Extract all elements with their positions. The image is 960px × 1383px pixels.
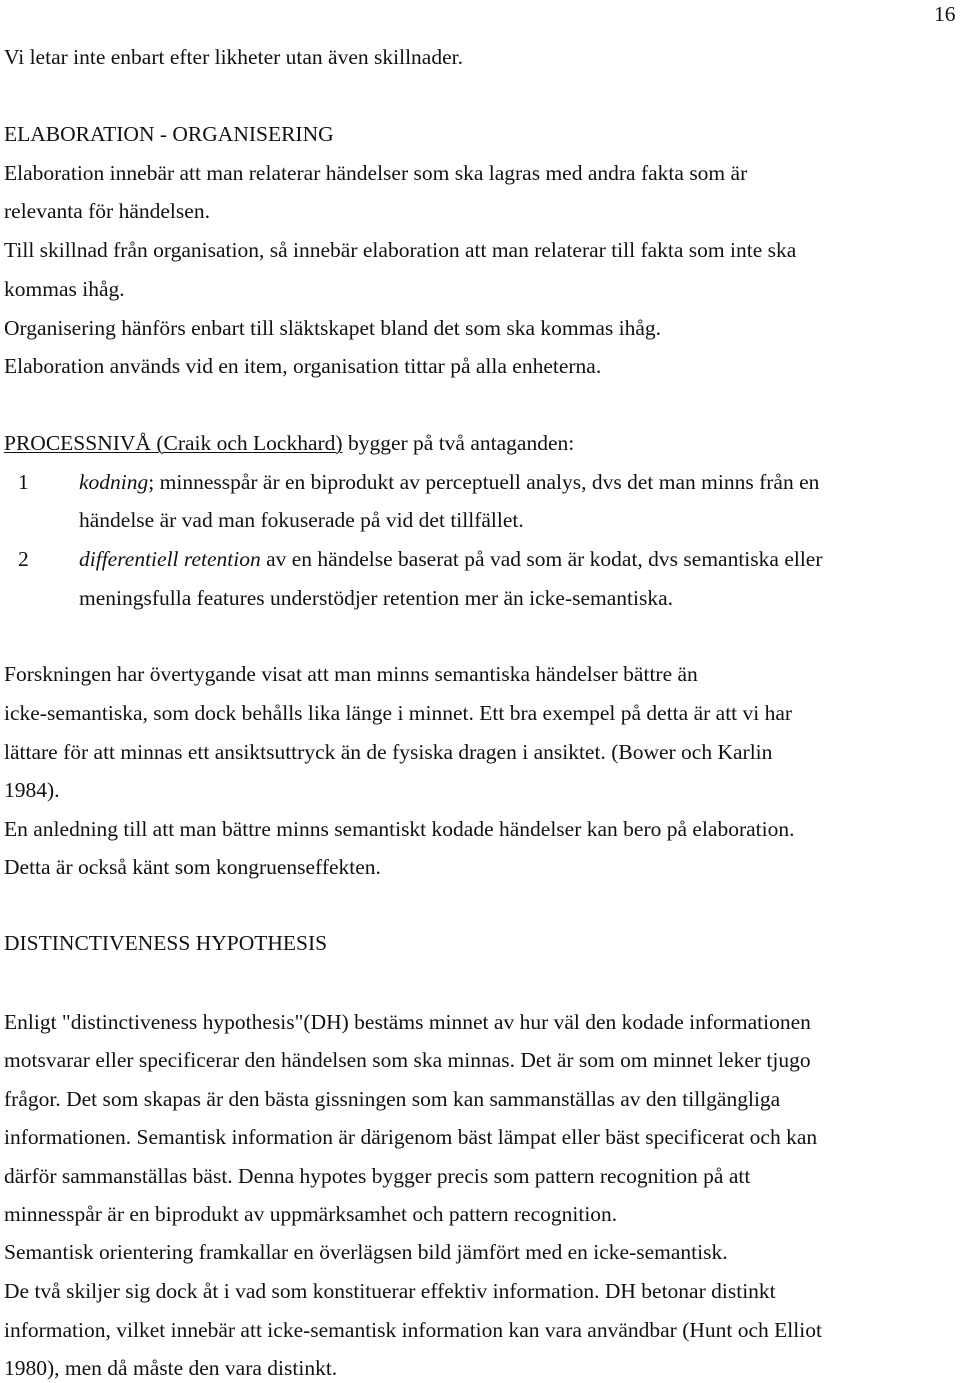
- elaboration-line: relevanta för händelsen.: [4, 199, 210, 223]
- distinctiveness-line: frågor. Det som skapas är den bästa gissningen som kan sammanställas av den tillgängliga: [4, 1087, 781, 1111]
- research-line: En anledning till att man bättre minns semantiskt kodade händelser kan bero på elaboration.: [4, 817, 795, 841]
- processniva-heading-underlined: PROCESSNIVÅ (Craik och Lockhard): [4, 431, 343, 455]
- item-line: [79, 472, 819, 494]
- distinctiveness-line: informationen. Semantisk information är därigenom bäst lämpat eller bäst specificerat och kan: [4, 1125, 818, 1149]
- processniva-heading-rest: bygger på två antaganden:: [342, 431, 575, 455]
- distinctiveness-line: motsvarar eller specificerar den händelsen som ska minnas. Det är som om minnet leker tjugo: [4, 1048, 811, 1072]
- distinctiveness-line: Enligt "distinctiveness hypothesis"(DH) bestäms minnet av hur väl den kodade informationen: [4, 1010, 811, 1034]
- distinctiveness-line: information, vilket innebär att icke-semantisk information kan vara användbar (Hunt och Elliot: [4, 1318, 822, 1342]
- item-line: händelse är vad man fokuserade på vid det tillfället.: [79, 508, 524, 532]
- research-line: Detta är också känt som kongruenseffekten.: [4, 855, 381, 879]
- item-term: differentiell retention: [79, 547, 261, 571]
- page-number: 16: [934, 2, 956, 26]
- item-number: 1: [18, 470, 29, 494]
- elaboration-line: Elaboration används vid en item, organisation tittar på alla enheterna.: [4, 354, 602, 378]
- elaboration-heading: ELABORATION - ORGANISERING: [4, 122, 334, 146]
- item-line: [79, 549, 823, 571]
- item-text: av en händelse baserat på vad som är kodat, dvs semantiska eller: [260, 547, 823, 571]
- item-text: ; minnesspår är en biprodukt av perceptuell analys, dvs det man minns från en: [148, 470, 820, 494]
- elaboration-line: Organisering hänförs enbart till släktskapet bland det som ska kommas ihåg.: [4, 316, 662, 340]
- distinctiveness-line: därför sammanställas bäst. Denna hypotes bygger precis som pattern recognition på att: [4, 1164, 751, 1188]
- research-line: 1984).: [4, 778, 60, 802]
- processniva-heading: [4, 433, 574, 455]
- distinctiveness-line: De två skiljer sig dock åt i vad som konstituerar effektiv information. DH betonar distinkt: [4, 1279, 776, 1303]
- research-line: icke-semantiska, som dock behålls lika länge i minnet. Ett bra exempel på detta är att vi har: [4, 701, 793, 725]
- distinctiveness-line: minnesspår är en biprodukt av uppmärksamhet och pattern recognition.: [4, 1202, 618, 1226]
- intro-line: Vi letar inte enbart efter likheter utan även skillnader.: [4, 45, 463, 69]
- research-line: lättare för att minnas ett ansiktsuttryck än de fysiska dragen i ansiktet. (Bower och Karlin: [4, 740, 773, 764]
- elaboration-line: Till skillnad från organisation, så innebär elaboration att man relaterar till fakta som inte ska: [4, 238, 797, 262]
- item-term: kodning: [79, 470, 149, 494]
- distinctiveness-heading: DISTINCTIVENESS HYPOTHESIS: [4, 931, 328, 955]
- research-line: Forskningen har övertygande visat att man minns semantiska händelser bättre än: [4, 662, 698, 686]
- distinctiveness-line: 1980), men då måste den vara distinkt.: [4, 1356, 338, 1380]
- distinctiveness-line: Semantisk orientering framkallar en överlägsen bild jämfört med en icke-semantisk.: [4, 1240, 728, 1264]
- elaboration-line: Elaboration innebär att man relaterar händelser som ska lagras med andra fakta som är: [4, 161, 748, 185]
- elaboration-line: kommas ihåg.: [4, 277, 125, 301]
- item-line: meningsfulla features understödjer retention mer än icke-semantiska.: [79, 586, 674, 610]
- item-number: 2: [18, 547, 29, 571]
